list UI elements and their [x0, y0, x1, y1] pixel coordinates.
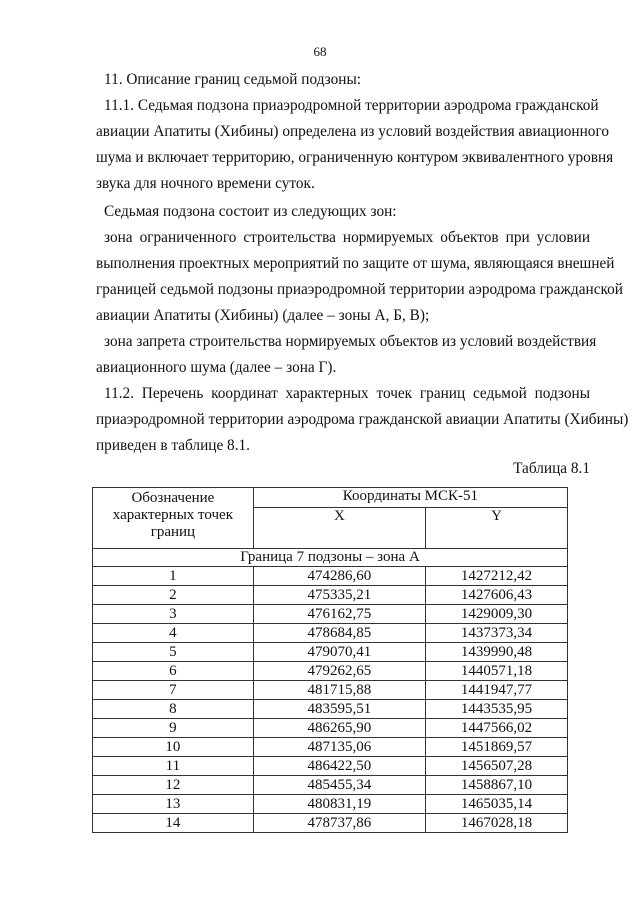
y-value: 1456507,28: [426, 757, 568, 776]
coordinates-table: [92, 487, 568, 833]
x-value: 480831,19: [253, 795, 425, 814]
point-number: 9: [93, 719, 254, 738]
point-number: 4: [93, 624, 254, 643]
paragraph-line: 11.2. Перечень координат характерных точек границ седьмой подзоны: [104, 385, 590, 402]
point-number: 13: [93, 795, 254, 814]
paragraph-line: зона запрета строительства нормируемых объектов из условий воздействия: [104, 333, 597, 350]
x-value: 487135,06: [253, 738, 425, 757]
zone-label: Граница 7 подзоны – зона А: [93, 549, 568, 567]
y-value: 1467028,18: [426, 814, 568, 833]
table-row: [93, 738, 568, 757]
paragraph-line: шума и включает территорию, ограниченную контуром эквивалентного уровня: [96, 149, 614, 166]
table-row: [93, 795, 568, 814]
paragraph-line: звука для ночного времени суток.: [96, 175, 315, 192]
point-number: 6: [93, 662, 254, 681]
x-value: 475335,21: [253, 586, 425, 605]
point-number: 7: [93, 681, 254, 700]
table-row: [93, 586, 568, 605]
header-y: Y: [426, 507, 568, 548]
table-row: [93, 814, 568, 833]
table-row: [93, 776, 568, 795]
table-caption: Таблица 8.1: [513, 460, 590, 477]
x-value: 479070,41: [253, 643, 425, 662]
paragraph-line: приаэродромной территории аэродрома гражданской авиации Апатиты (Хибины): [96, 411, 629, 428]
point-number: 5: [93, 643, 254, 662]
paragraph-line: приведен в таблице 8.1.: [96, 437, 250, 454]
table-row: [93, 643, 568, 662]
x-value: 479262,65: [253, 662, 425, 681]
table-row: [93, 700, 568, 719]
x-value: 481715,88: [253, 681, 425, 700]
x-value: 486422,50: [253, 757, 425, 776]
paragraph-line: Седьмая подзона состоит из следующих зон:: [104, 203, 397, 220]
point-number: 2: [93, 586, 254, 605]
x-value: 478737,86: [253, 814, 425, 833]
page-number: 68: [313, 44, 327, 59]
table-row: [93, 757, 568, 776]
paragraph-line: авиационного шума (далее – зона Г).: [96, 359, 337, 376]
y-value: 1429009,30: [426, 605, 568, 624]
point-number: 8: [93, 700, 254, 719]
y-value: 1439990,48: [426, 643, 568, 662]
y-value: 1451869,57: [426, 738, 568, 757]
y-value: 1437373,34: [426, 624, 568, 643]
paragraph-line: зона ограниченного строительства нормируемых объектов при условии: [104, 229, 590, 246]
x-value: 474286,60: [253, 567, 425, 586]
y-value: 1458867,10: [426, 776, 568, 795]
table-row: [93, 719, 568, 738]
x-value: 486265,90: [253, 719, 425, 738]
y-value: 1447566,02: [426, 719, 568, 738]
table-row: [93, 605, 568, 624]
point-number: 11: [93, 757, 254, 776]
table-header-row: [93, 488, 568, 508]
header-coordinates-group: Координаты МСК-51: [253, 488, 567, 508]
section-heading: 11. Описание границ седьмой подзоны:: [104, 71, 361, 88]
table-row: [93, 624, 568, 643]
x-value: 476162,75: [253, 605, 425, 624]
point-number: 1: [93, 567, 254, 586]
paragraph-line: авиации Апатиты (Хибины) определена из условий воздействия авиационного: [96, 123, 609, 140]
x-value: 483595,51: [253, 700, 425, 719]
y-value: 1441947,77: [426, 681, 568, 700]
y-value: 1427606,43: [426, 586, 568, 605]
x-value: 478684,85: [253, 624, 425, 643]
y-value: 1465035,14: [426, 795, 568, 814]
header-x: X: [253, 507, 425, 548]
y-value: 1440571,18: [426, 662, 568, 681]
paragraph-line: авиации Апатиты (Хибины) (далее – зоны А, Б, В);: [96, 307, 430, 324]
paragraph-line: 11.1. Седьмая подзона приаэродромной территории аэродрома гражданской: [104, 97, 599, 114]
point-number: 3: [93, 605, 254, 624]
y-value: 1443535,95: [426, 700, 568, 719]
x-value: 485455,34: [253, 776, 425, 795]
point-number: 12: [93, 776, 254, 795]
table-row: [93, 681, 568, 700]
y-value: 1427212,42: [426, 567, 568, 586]
point-number: 10: [93, 738, 254, 757]
header-point-designation: Обозначение характерных точек границ: [93, 488, 254, 549]
paragraph-line: выполнения проектных мероприятий по защите от шума, являющаяся внешней: [96, 255, 615, 272]
point-number: 14: [93, 814, 254, 833]
table-row: [93, 662, 568, 681]
zone-row: [93, 549, 568, 567]
table-row: [93, 567, 568, 586]
paragraph-line: границей седьмой подзоны приаэродромной территории аэродрома гражданской: [96, 281, 623, 298]
